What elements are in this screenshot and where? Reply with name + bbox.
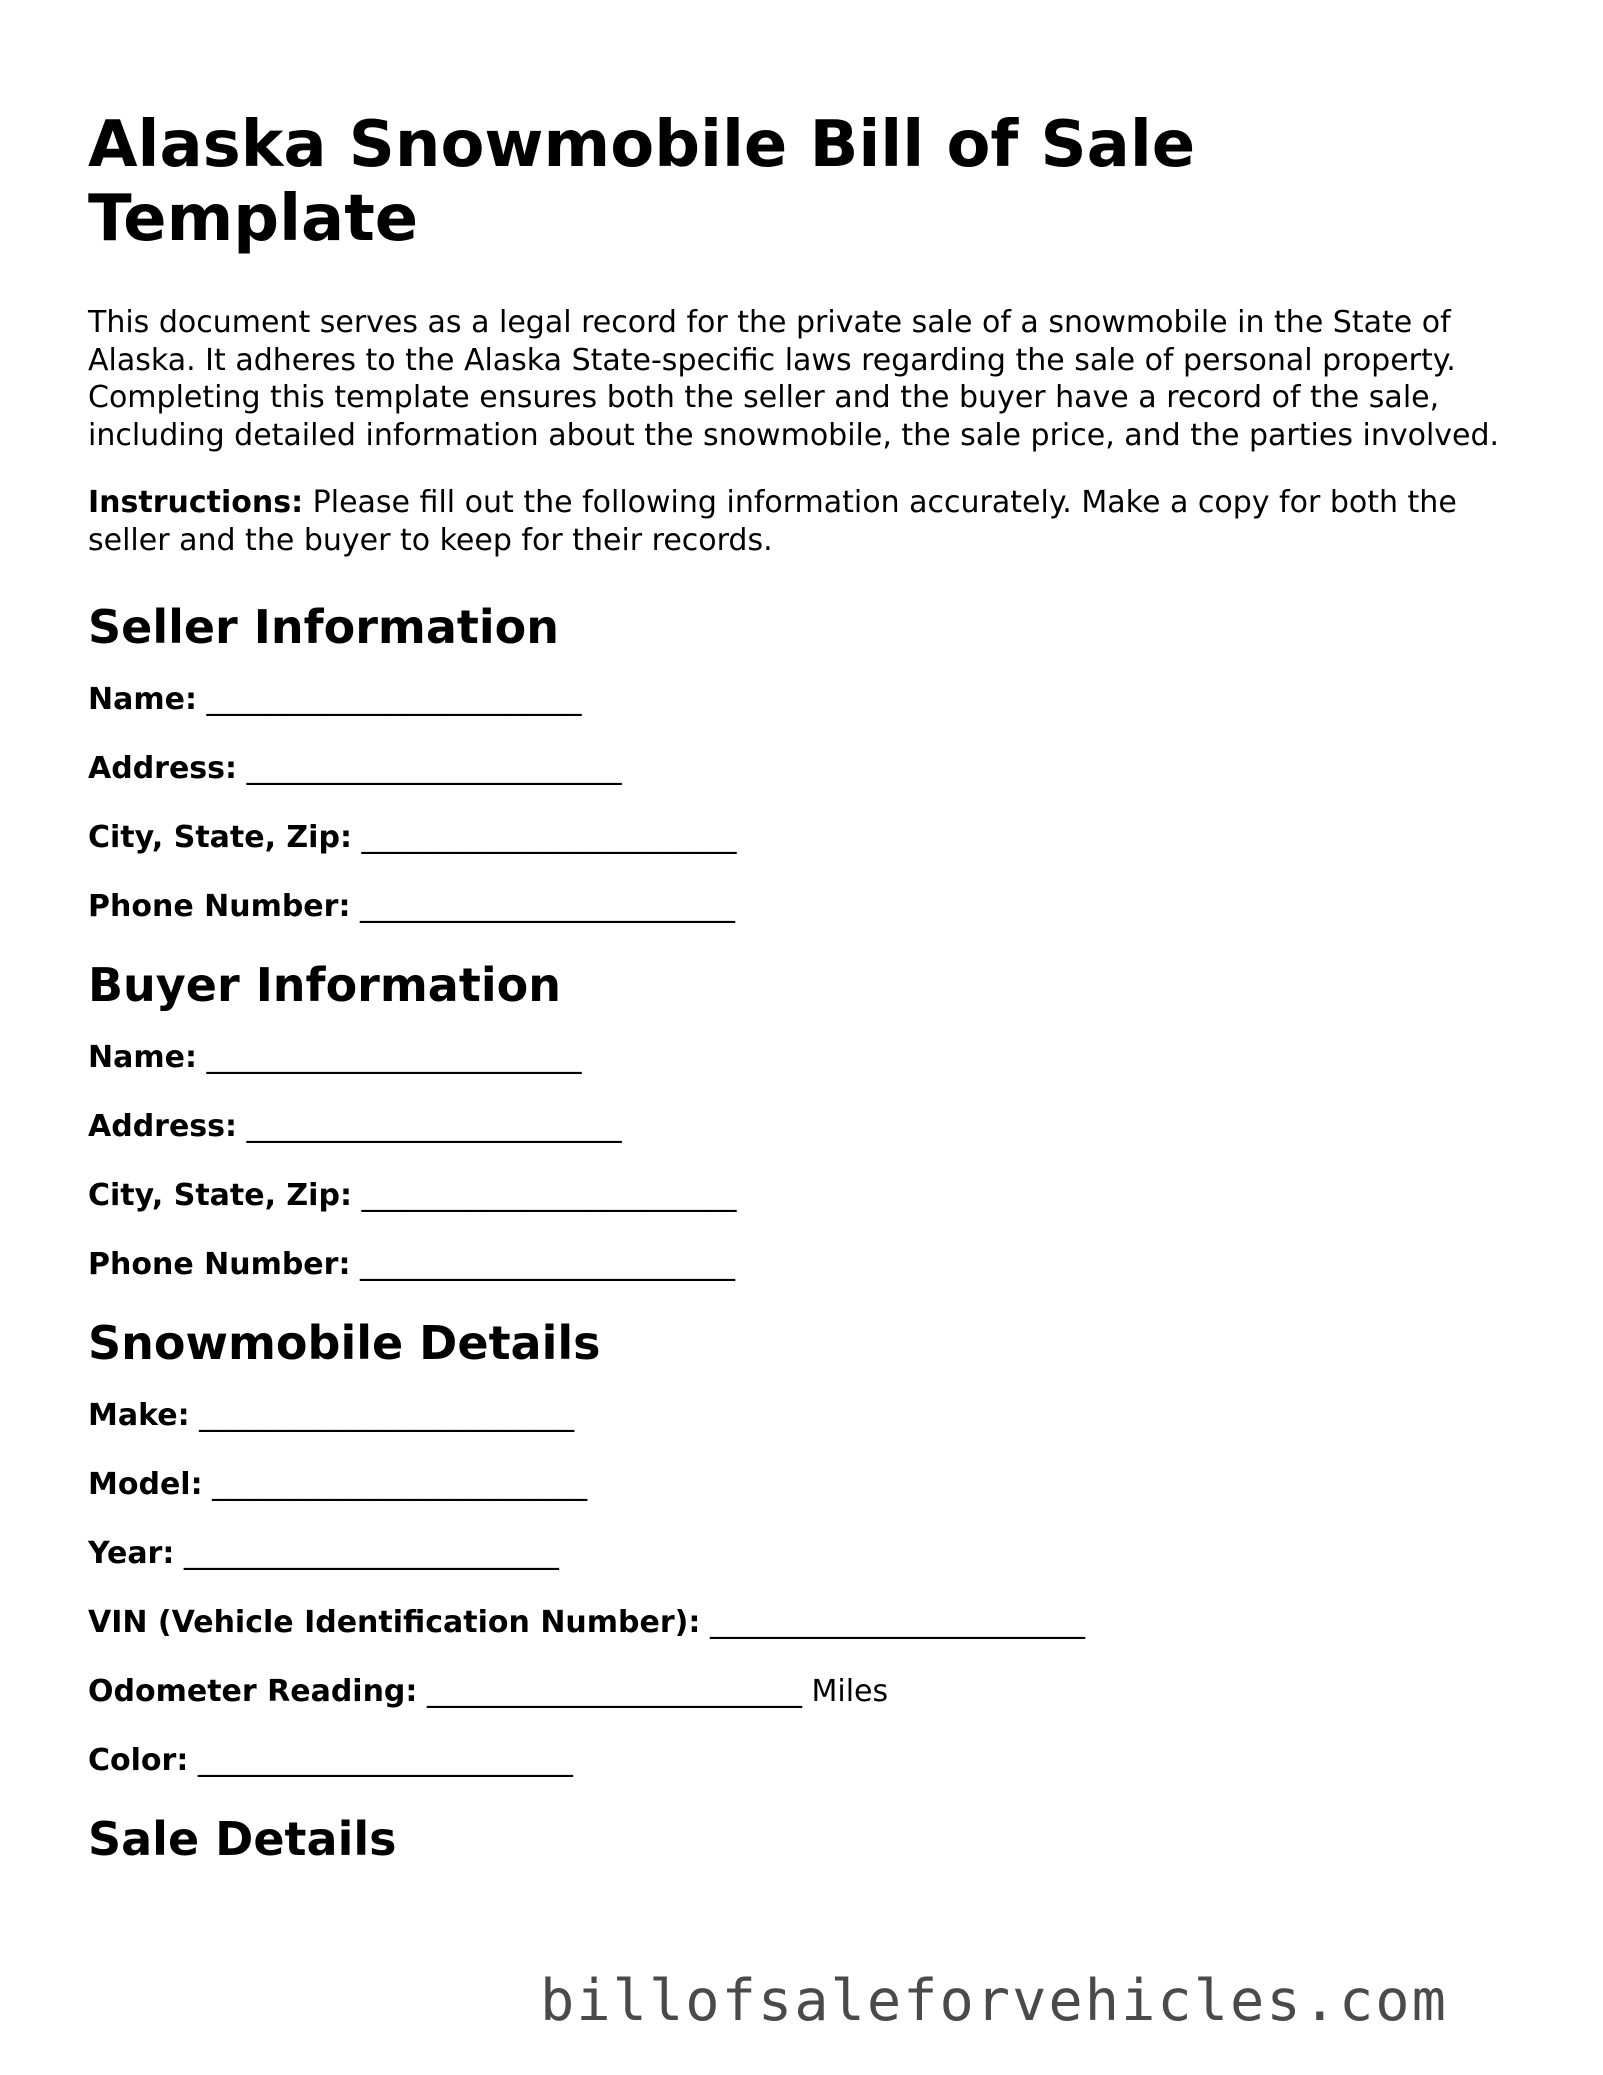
- seller-address-field[interactable]: [88, 750, 1528, 787]
- buyer-name-field[interactable]: [88, 1039, 1528, 1076]
- year-blank[interactable]: _________________________: [183, 1536, 559, 1571]
- snowmobile-section: [88, 1315, 1528, 1779]
- color-blank[interactable]: _________________________: [197, 1743, 573, 1778]
- seller-city-label: City, State, Zip:: [88, 820, 352, 855]
- snowmobile-heading: Snowmobile Details: [88, 1316, 601, 1370]
- color-field[interactable]: [88, 1742, 1528, 1779]
- model-label: Model:: [88, 1467, 203, 1502]
- seller-phone-blank[interactable]: _________________________: [360, 889, 735, 924]
- odometer-blank[interactable]: _________________________: [426, 1674, 802, 1709]
- instructions-label: Instructions:: [88, 485, 304, 520]
- seller-name-field[interactable]: [88, 681, 1528, 718]
- buyer-name-label: Name:: [88, 1040, 197, 1075]
- vin-blank[interactable]: _________________________: [709, 1605, 1085, 1640]
- odometer-label: Odometer Reading:: [88, 1674, 418, 1709]
- vin-field[interactable]: [88, 1604, 1528, 1641]
- seller-phone-field[interactable]: [88, 888, 1528, 925]
- buyer-phone-blank[interactable]: _________________________: [360, 1247, 735, 1282]
- seller-phone-label: Phone Number:: [88, 889, 351, 924]
- seller-address-label: Address:: [88, 751, 238, 786]
- model-field[interactable]: [88, 1466, 1528, 1503]
- odometer-unit: Miles: [811, 1674, 889, 1709]
- seller-section: [88, 599, 1528, 925]
- buyer-name-blank[interactable]: _________________________: [206, 1040, 582, 1075]
- intro-paragraph: This document serves as a legal record for the private sale of a snowmobile in the State of Alaska. It adheres to the Alaska State-specific laws regarding the sale of personal property. Completing this template ensures both the seller and the buyer have a record of the sale, including detailed information about the snowmobile, the sale price, and the parties involved.: [88, 305, 1500, 453]
- seller-city-field[interactable]: [88, 819, 1528, 856]
- seller-address-blank[interactable]: _________________________: [246, 751, 622, 786]
- sale-heading: Sale Details: [88, 1812, 397, 1866]
- buyer-address-blank[interactable]: _________________________: [246, 1109, 622, 1144]
- buyer-phone-label: Phone Number:: [88, 1247, 351, 1282]
- sale-section: [88, 1811, 1528, 1867]
- seller-heading: Seller Information: [88, 600, 560, 654]
- buyer-phone-field[interactable]: [88, 1246, 1528, 1283]
- year-label: Year:: [88, 1536, 175, 1571]
- buyer-city-label: City, State, Zip:: [88, 1178, 352, 1213]
- buyer-city-field[interactable]: [88, 1177, 1528, 1214]
- make-label: Make:: [88, 1398, 190, 1433]
- year-field[interactable]: [88, 1535, 1528, 1572]
- instructions-paragraph: [88, 484, 1528, 559]
- make-blank[interactable]: _________________________: [199, 1398, 575, 1433]
- seller-name-blank[interactable]: _________________________: [206, 682, 582, 717]
- buyer-section: [88, 957, 1528, 1283]
- vin-label: VIN (Vehicle Identification Number):: [88, 1605, 701, 1640]
- color-label: Color:: [88, 1743, 189, 1778]
- site-watermark: billofsaleforvehicles.com: [540, 1968, 1448, 2034]
- buyer-address-field[interactable]: [88, 1108, 1528, 1145]
- document-page: [88, 108, 1528, 1893]
- buyer-city-blank[interactable]: _________________________: [361, 1178, 737, 1213]
- buyer-heading: Buyer Information: [88, 958, 561, 1012]
- odometer-field[interactable]: [88, 1673, 1528, 1710]
- instructions-text: Please fill out the following information accurately. Make a copy for both the seller and the buyer to keep for their records.: [88, 485, 1457, 558]
- seller-name-label: Name:: [88, 682, 197, 717]
- model-blank[interactable]: _________________________: [212, 1467, 588, 1502]
- buyer-address-label: Address:: [88, 1109, 238, 1144]
- document-title: Alaska Snowmobile Bill of Sale Template: [88, 108, 1196, 256]
- seller-city-blank[interactable]: _________________________: [361, 820, 737, 855]
- make-field[interactable]: [88, 1397, 1528, 1434]
